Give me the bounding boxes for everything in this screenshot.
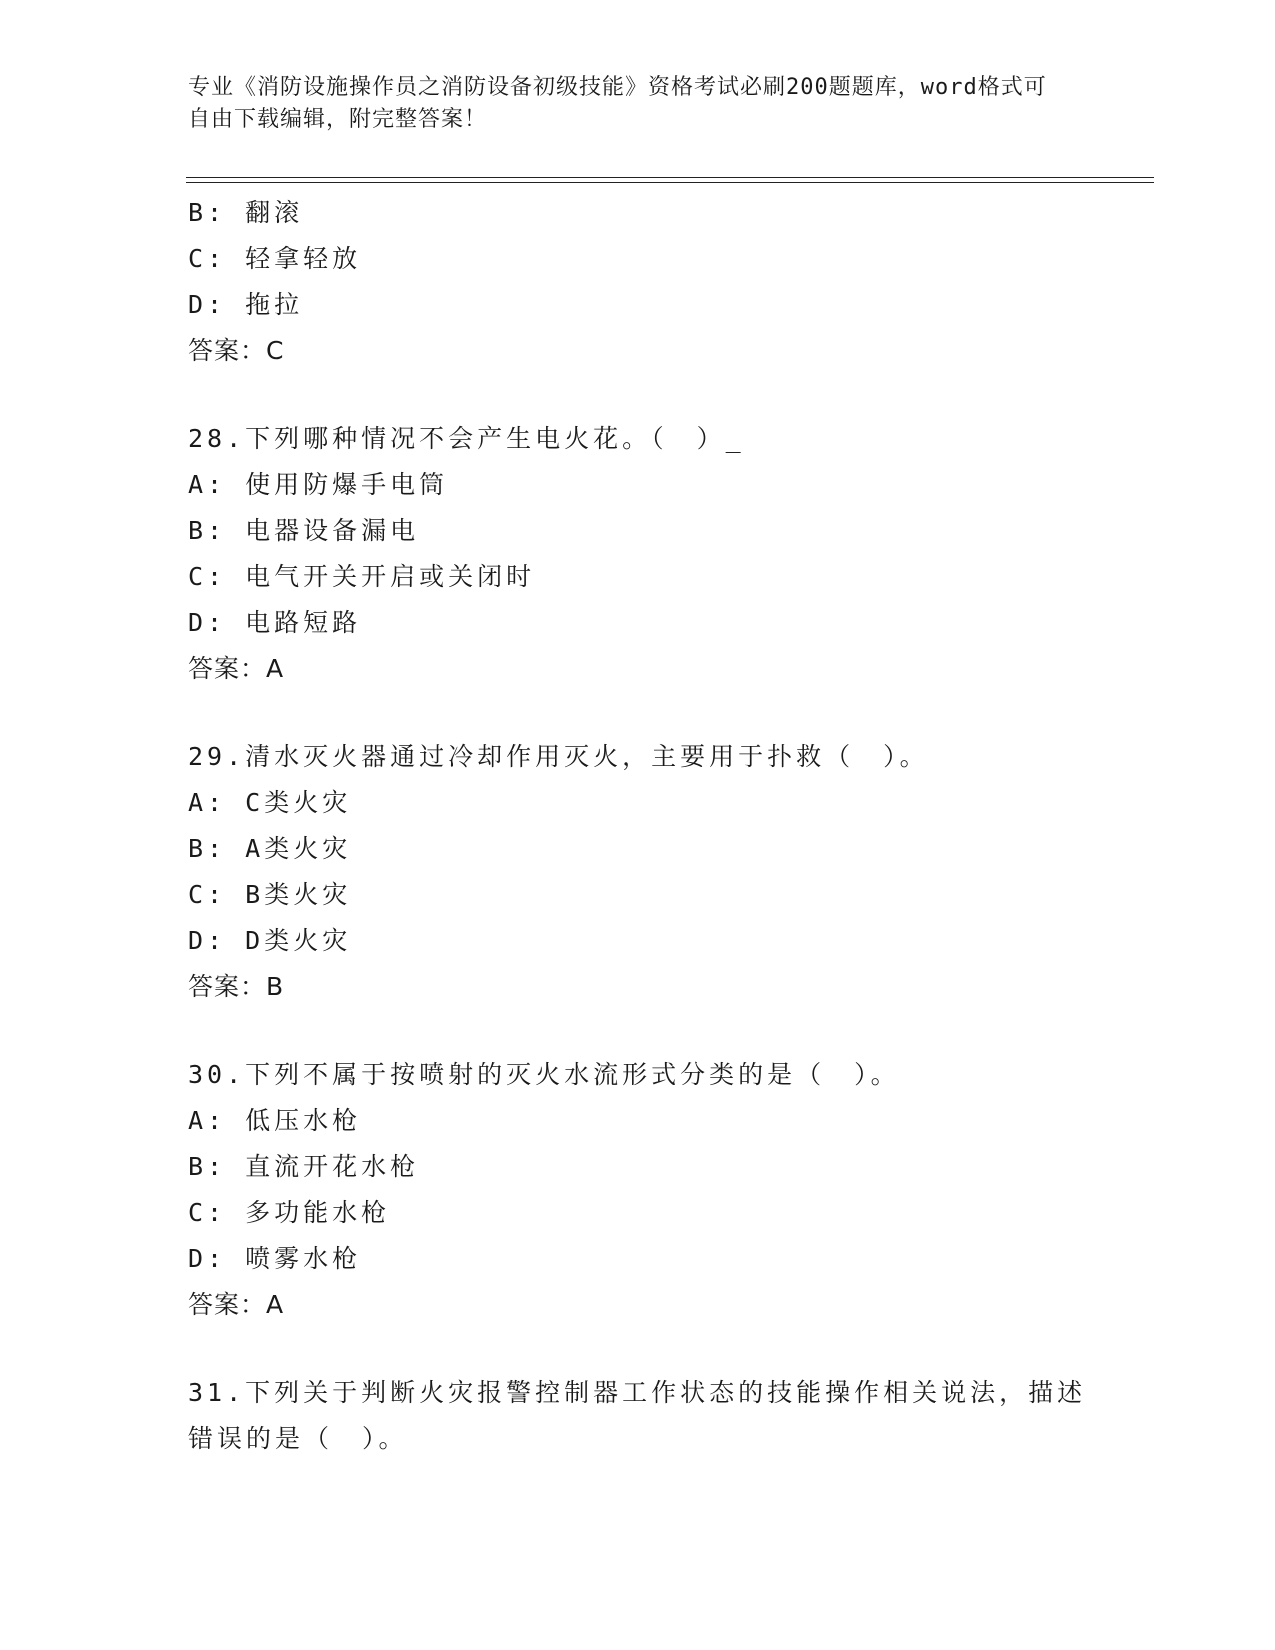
option-b: B: 翻滚 (188, 198, 304, 227)
option-a: A: C类火灾 (188, 788, 352, 817)
answer: 答案：C (188, 336, 285, 365)
question-stem: 28.下列哪种情况不会产生电火花。（ ）_ (188, 424, 745, 453)
question-content (188, 190, 1088, 1462)
answer: 答案：A (188, 1290, 285, 1319)
question-30 (188, 1052, 1088, 1328)
option-d: D: D类火灾 (188, 926, 352, 955)
question-29 (188, 734, 1088, 1010)
option-c: C: 多功能水枪 (188, 1198, 391, 1227)
option-c: C: B类火灾 (188, 880, 352, 909)
page-header: 专业《消防设施操作员之消防设备初级技能》资格考试必刷200题题库，word格式可自由下载编辑，附完整答案！ (188, 75, 1047, 132)
option-c: C: 电气开关开启或关闭时 (188, 562, 536, 591)
question-stem: 29.清水灭火器通过冷却作用灭火，主要用于扑救（ ）。 (188, 742, 929, 771)
option-d: D: 喷雾水枪 (188, 1244, 362, 1273)
option-b: B: A类火灾 (188, 834, 352, 863)
header-rule-bottom (186, 182, 1154, 183)
answer: 答案：A (188, 654, 285, 683)
option-d: D: 拖拉 (188, 290, 304, 319)
option-d: D: 电路短路 (188, 608, 362, 637)
question-28 (188, 416, 1088, 692)
answer: 答案：B (188, 972, 285, 1001)
prev-question-block (188, 190, 1088, 374)
option-b: B: 电器设备漏电 (188, 516, 420, 545)
option-b: B: 直流开花水枪 (188, 1152, 420, 1181)
option-c: C: 轻拿轻放 (188, 244, 362, 273)
question-31 (188, 1370, 1088, 1462)
question-stem: 30.下列不属于按喷射的灭火水流形式分类的是（ ）。 (188, 1060, 900, 1089)
header-rule-top (186, 177, 1154, 178)
option-a: A: 低压水枪 (188, 1106, 362, 1135)
option-a: A: 使用防爆手电筒 (188, 470, 449, 499)
question-stem: 31.下列关于判断火灾报警控制器工作状态的技能操作相关说法，描述错误的是（ ）。 (188, 1378, 1087, 1453)
